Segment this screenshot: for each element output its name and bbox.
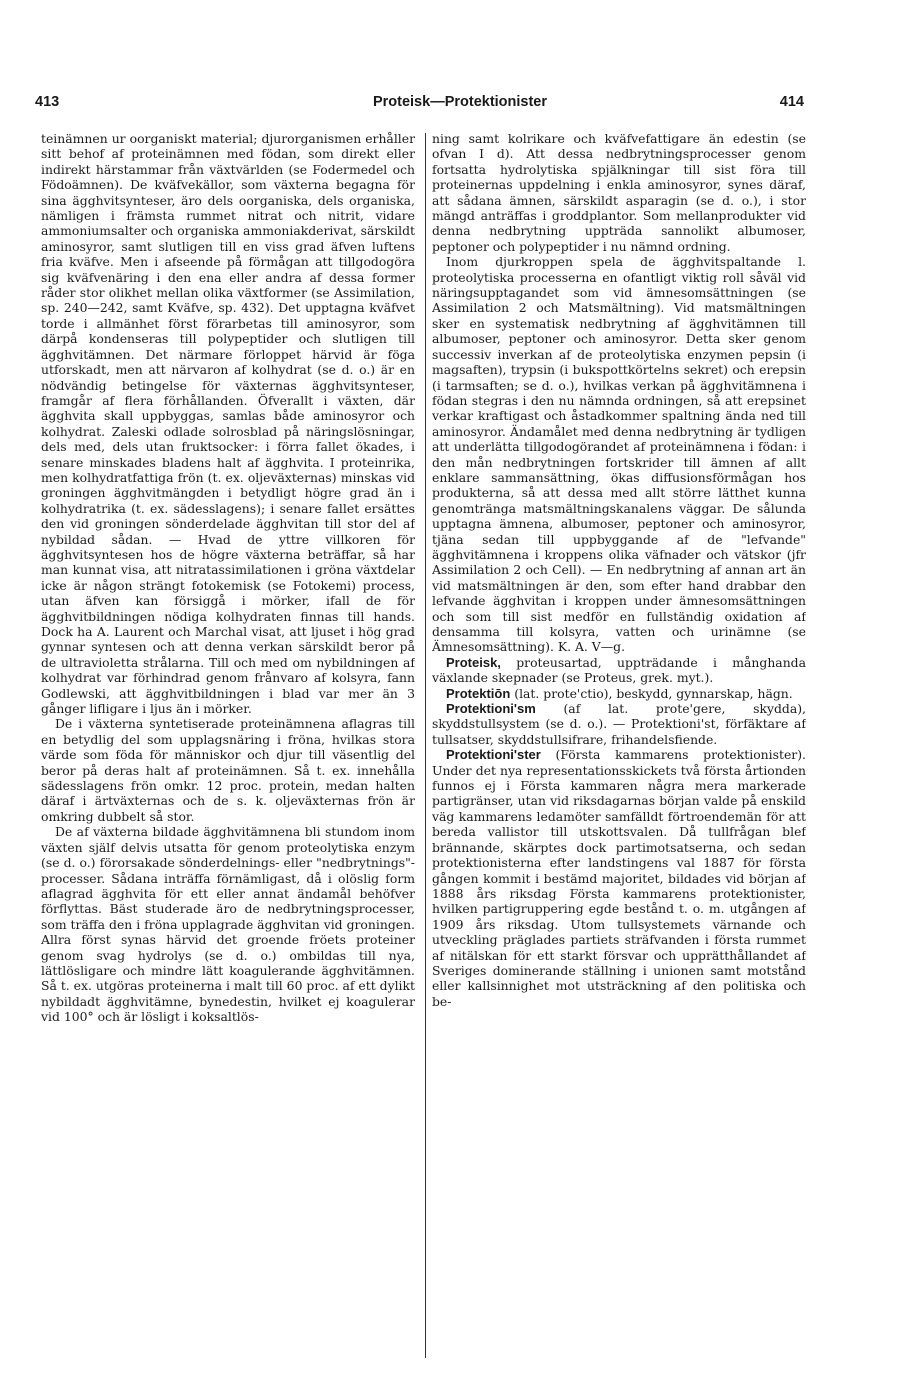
paragraph: De i växterna syntetiserade proteinämnena aflagras till en betydlig del som upplagsnäring i fröna, hvilkas stora värde som föda för människor och djur till väsentlig del beror på deras halt af proteinämnen. Så t. ex. innehålla sädesslagens frön omkr. 12 proc. protein, medan halten däraf i ärtväxternas och de s. k. oljeväxternas frön är omkring dubbelt så stor. <box>41 716 415 824</box>
entry-text: (Första kammarens protektionister). Under det nya representationsskickets två första årtionden funnos ej i Första kammaren några mera markerade partigränser, utan vid riksdagarnas början valde på enskild väg kammarens ledamöter samfälldt förtroendemän för att bereda vallistor till utskottsvalen. Då tullfrågan blef brännande, skärptes dock partimotsatserna, och sedan protektionisterna efter landstingens val 1887 för första gången kommit i bestämd majoritet, bildades vid början af 1888 års riksdag Första kammarens protektionister, hvilken partigruppering egde bestånd t. o. m. utgången af 1909 års riksdag. Utom tullsystemets värnande och utveckling präglades partiets sträfvanden i första rummet af nitälskan för ett starkt försvar och upprätthållandet af Sveriges dominerande ställning i unionen samt motstånd eller kallsinnighet mot utsträckning af den politiska och be- <box>432 747 806 1009</box>
entry-text: proteusartad, uppträdande i månghanda växlande skepnader (se Proteus, grek. myt.). <box>432 654 806 686</box>
page-header <box>0 94 920 116</box>
entry-term: Proteisk, <box>446 654 501 670</box>
column-divider <box>425 133 426 1358</box>
entry-term: Protektioni'ster <box>446 747 541 763</box>
paragraph: Inom djurkroppen spela de ägghvitspaltande l. proteolytiska processerna en ofantligt viktig roll såväl vid näringsupptagandet som vid ämnesomsättningen (se Assimilation 2 och Matsmältning). Vid matsmältningen sker en systematisk nedbrytning af ägghvitämnen till albumoser, peptoner och aminosyror. Detta sker genom successiv inverkan af de proteolytiska enzymen pepsin (i magsaften), trypsin (i bukspottkörtelns sekret) och erepsin (i tarmsaften; se d. o.), hvilkas verkan på ägghvitämnena i födan stegras i den nu nämnda ordningen, så att erepsinet verkar kraftigast och åstadkommer spaltning ända ned till aminosyror. Ändamålet med denna nedbrytning är tydligen att underlätta tillgodogörandet af proteinämnena i födan: i den mån nedbrytningen fortskrider till ämnen af allt enklare sammansättning, ökas diffusionsförmågan hos produkterna, så att dessa med allt större lätthet kunna genomtränga matsmältningskanalens väggar. De sålunda upptagna ämnena, albumoser, peptoner och aminosyror, tjäna sedan till uppbyggande af de "lefvande" ägghvitämnena i kroppens olika väfnader och vätskor (jfr Assimilation 2 och Cell). — En nedbrytning af annan art än vid matsmältningen är den, som efter hand drabbar den lefvande ägghvitan i kroppen under ämnesomsättningen och som till sist medför en fullständig oxidation af densamma till kolsyra, vatten och urinämne (se Ämnesomsättning). K. A. V—g. <box>432 254 806 655</box>
paragraph: teinämnen ur oorganiskt material; djurorganismen erhåller sitt behof af proteinämnen med födan, som direkt eller indirekt härstammar från växtvärlden (se Fodermedel och Födoämnen). De kväfvekällor, som växterna begagna för sina ägghvitsynteser, äro dels oorganiska, dels organiska, nämligen i främsta rummet nitrat och nitrit, vidare ammoniumsalter och organiska ammoniakderivat, särskildt aminosyror, samt slutligen till en viss grad äfven luftens fria kväfve. Men i afseende på förmågan att tillgodogöra sig kväfvenäring i den ena eller andra af dessa former råder stor olikhet mellan olika växtformer (se Assimilation, sp. 240—242, samt Kväfve, sp. 432). Det upptagna kväfvet torde i allmänhet först förarbetas till aminosyror, som därpå kondenseras till polypeptider och slutligen till ägghvitämnen. Det närmare förloppet härvid är föga utforskadt, men att närvaron af kolhydrat (se d. o.) är en nödvändig betingelse för växternas ägghvitsynteser, framgår af flera förhållanden. Öfverallt i växten, där ägghvita skall uppbyggas, samlas både aminosyror och kolhydrat. Zaleski odlade solrosblad på näringslösningar, dels med, dels utan fruktsocker: i förra fallet ökades, i senare minskades bladens halt af ägghvita. I proteinrika, men kolhydratfattiga frön (t. ex. oljeväxternas) minskas vid groningen ägghvitmängden i betydligt högre grad än i kolhydratrika (t. ex. sädesslagens); i senare fallet ersättes den vid groningen sönderdelade ägghvitan till stor del af nybildad sådan. — Hvad de yttre villkoren för ägghvitsyntesen hos de högre växterna beträffar, så har man kunnat visa, att nitratassimilationen i gröna växtdelar icke är någon strängt fotokemisk (se Fotokemi) process, utan äfven kan försiggå i mörker, ifall de för ägghvitbildningen nödiga kolhydraten finnas till hands. Dock ha A. Laurent och Marchal visat, att ljuset i hög grad gynnar syntesen och att denna verkan särskildt beror på de ultravioletta strålarna. Till och med om nybildningen af kolhydrat var förhindrad genom frånvaro af kolsyra, fann Godlewski, att ägghvitbildningen i blad var mer än 3 gånger lifligare i ljus än i mörker. <box>41 131 415 717</box>
paragraph: ning samt kolrikare och kväfvefattigare än edestin (se ofvan I d). Att dessa nedbrytningsprocesser genom fortsatta hydrolytiska spjälkningar till sist föra till proteinernas uppdelning i enkla aminosyror, synes däraf, att sådana ämnen, särskildt asparagin (se d. o.), i stor mängd anträffas i groddplantor. Som mellanprodukter vid denna nedbrytning uppträda sannolikt albumoser, peptoner och polypeptider i nu nämnd ordning. <box>432 131 806 254</box>
dictionary-entry <box>432 655 806 686</box>
dictionary-entry <box>432 686 806 701</box>
left-column <box>41 131 415 1361</box>
entry-term: Protektioni'sm <box>446 701 536 717</box>
entry-text: (af lat. prote'gere, skydda), skyddstullsystem (se d. o.). — Protektioni'st, förfäktare af tullsatser, skyddstullsifrare, frihandelsfiende. <box>432 701 806 747</box>
right-column <box>432 131 806 1361</box>
dictionary-entry <box>432 747 806 1009</box>
entry-term: Protektiōn <box>446 685 511 701</box>
paragraph: De af växterna bildade ägghvitämnena bli stundom inom växten själf delvis utsatta för genom proteolytiska enzym (se d. o.) förorsakade sönderdelnings- eller "nedbrytnings"-processer. Sådana inträffa förnämligast, då i olöslig form aflagrad ägghvita för ett eller annat ändamål behöfver förflyttas. Bäst studerade äro de nedbrytningsprocesser, som träffa den i fröna upplagrade ägghvitan vid groningen. Allra först synas härvid det groende fröets proteiner genom svag hydrolys (se d. o.) ombildas till nya, lättlösligare och mindre lätt koagulerande ägghvitämnen. Så t. ex. utgöras proteinerna i malt till 60 proc. af ett dylikt nybildadt ägghvitämne, bynedestin, hvilket ej koagulerar vid 100° och är lösligt i koksaltlös- <box>41 824 415 1025</box>
running-title: Proteisk—Protektionister <box>372 94 548 110</box>
entry-text: (lat. prote'ctio), beskydd, gynnarskap, hägn. <box>514 685 793 701</box>
dictionary-entry <box>432 701 806 747</box>
page-number-right: 414 <box>779 94 804 110</box>
page-number-left: 413 <box>35 94 60 110</box>
